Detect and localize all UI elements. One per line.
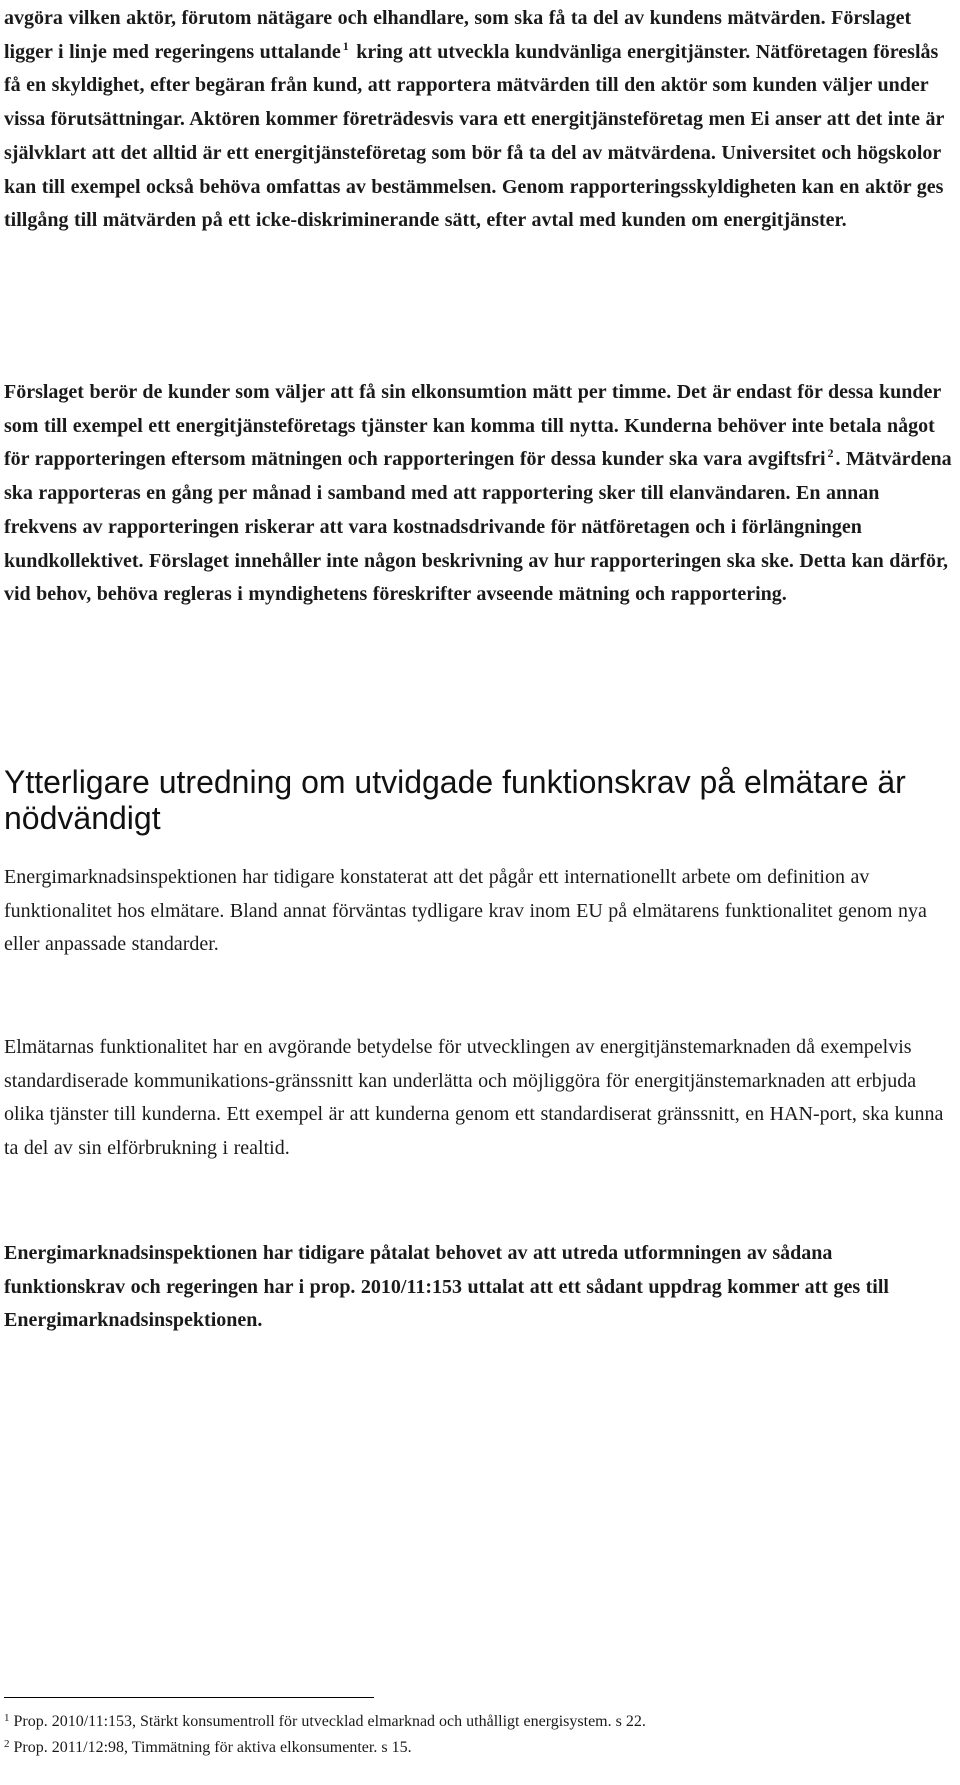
footnote-ref-2[interactable]: 2 — [827, 446, 834, 461]
paragraph-text: . Mätvärdena ska rapporteras en gång per månad i samband med att rapportering sker till elanvändaren. En annan frekvens av rapporteringen riskerar att vara kostnadsdrivande för nätföretagen och i förlängningen kundkollektivet. Förslaget innehåller inte någon beskrivning av hur rapporteringen ska ske. Detta kan därför, vid behov, behöva regleras i myndighetens föreskrifter avseende mätning och rapportering. — [4, 448, 952, 606]
footnote-1 — [4, 1711, 954, 1733]
footnote-divider — [4, 1697, 374, 1698]
footnote-text: Prop. 2010/11:153, Stärkt konsumentroll för utvecklad elmarknad och uthålligt energisystem. s 22. — [13, 1713, 646, 1730]
paragraph-timmatning — [4, 376, 954, 612]
paragraph-rapporteringsskyldighet — [4, 2, 954, 238]
paragraph-text: kring att utveckla kundvänliga energitjänster. Nätföretagen föreslås få en skyldighet, efter begäran från kund, att rapportera mätvärden till den aktör som kunden väljer under vissa förutsättningar. Aktören kommer företrädesvis vara ett energitjänsteföretag men Ei anser att det inte är självklart att det alltid är ett energitjänsteföretag som bör få ta del av mätvärdena. Universitet och högskolor kan till exempel också behöva omfattas av bestämmelsen. Genom rapporteringsskyldigheten kan en aktör ges tillgång till mätvärden på ett icke-diskriminerande sätt, efter avtal med kunden om energitjänster. — [4, 40, 945, 232]
paragraph-text: Förslaget berör de kunder som väljer att få sin elkonsumtion mätt per timme. Det är endast för dessa kunder som till exempel ett energitjänsteföretags tjänster kan komma till nytta. Kunderna behöver inte betala något för rapporteringen eftersom mätningen och rapporteringen för dessa kunder ska vara avgiftsfri — [4, 381, 941, 471]
footnote-ref-1[interactable]: 1 — [342, 38, 349, 53]
footnote-text: Prop. 2011/12:98, Timmätning för aktiva elkonsumenter. s 15. — [13, 1739, 412, 1756]
paragraph-elmatarnas-funktionalitet: Elmätarnas funktionalitet har en avgörande betydelse för utvecklingen av energitjänstemarknaden då exempelvis standardiserade kommunikations-gränssnitt kan underlätta och möjliggöra för energitjänstemarknaden att erbjuda olika tjänster till kunderna. Ett exempel är att kunderna genom ett standardiserat gränssnitt, en HAN-port, ska kunna ta del av sin elförbrukning i realtid. — [4, 1036, 944, 1160]
paragraph-text: avgöra vilken aktör, förutom nätägare och elhandlare, som ska få ta del av kundens mätvärden. Förslaget ligger i linje med regeringens uttalande — [4, 7, 912, 63]
paragraph-utredningsuppdrag: Energimarknadsinspektionen har tidigare påtalat behovet av att utreda utformningen av sådana funktionskrav och regeringen har i prop. 2010/11:153 uttalat att ett sådant uppdrag kommer att ges till Energimarknadsinspektionen. — [4, 1242, 889, 1332]
footnote-2 — [4, 1737, 954, 1759]
footnote-number: 1 — [4, 1712, 10, 1724]
footnote-number: 2 — [4, 1738, 10, 1750]
paragraph-internationellt-arbete: Energimarknadsinspektionen har tidigare konstaterat att det pågår ett internationellt arbete om definition av funktionalitet hos elmätare. Bland annat förväntas tydligare krav inom EU på elmätarens funktionalitet genom nya eller anpassade standarder. — [4, 866, 927, 956]
section-heading: Ytterligare utredning om utvidgade funktionskrav på elmätare är nödvändigt — [4, 764, 906, 836]
